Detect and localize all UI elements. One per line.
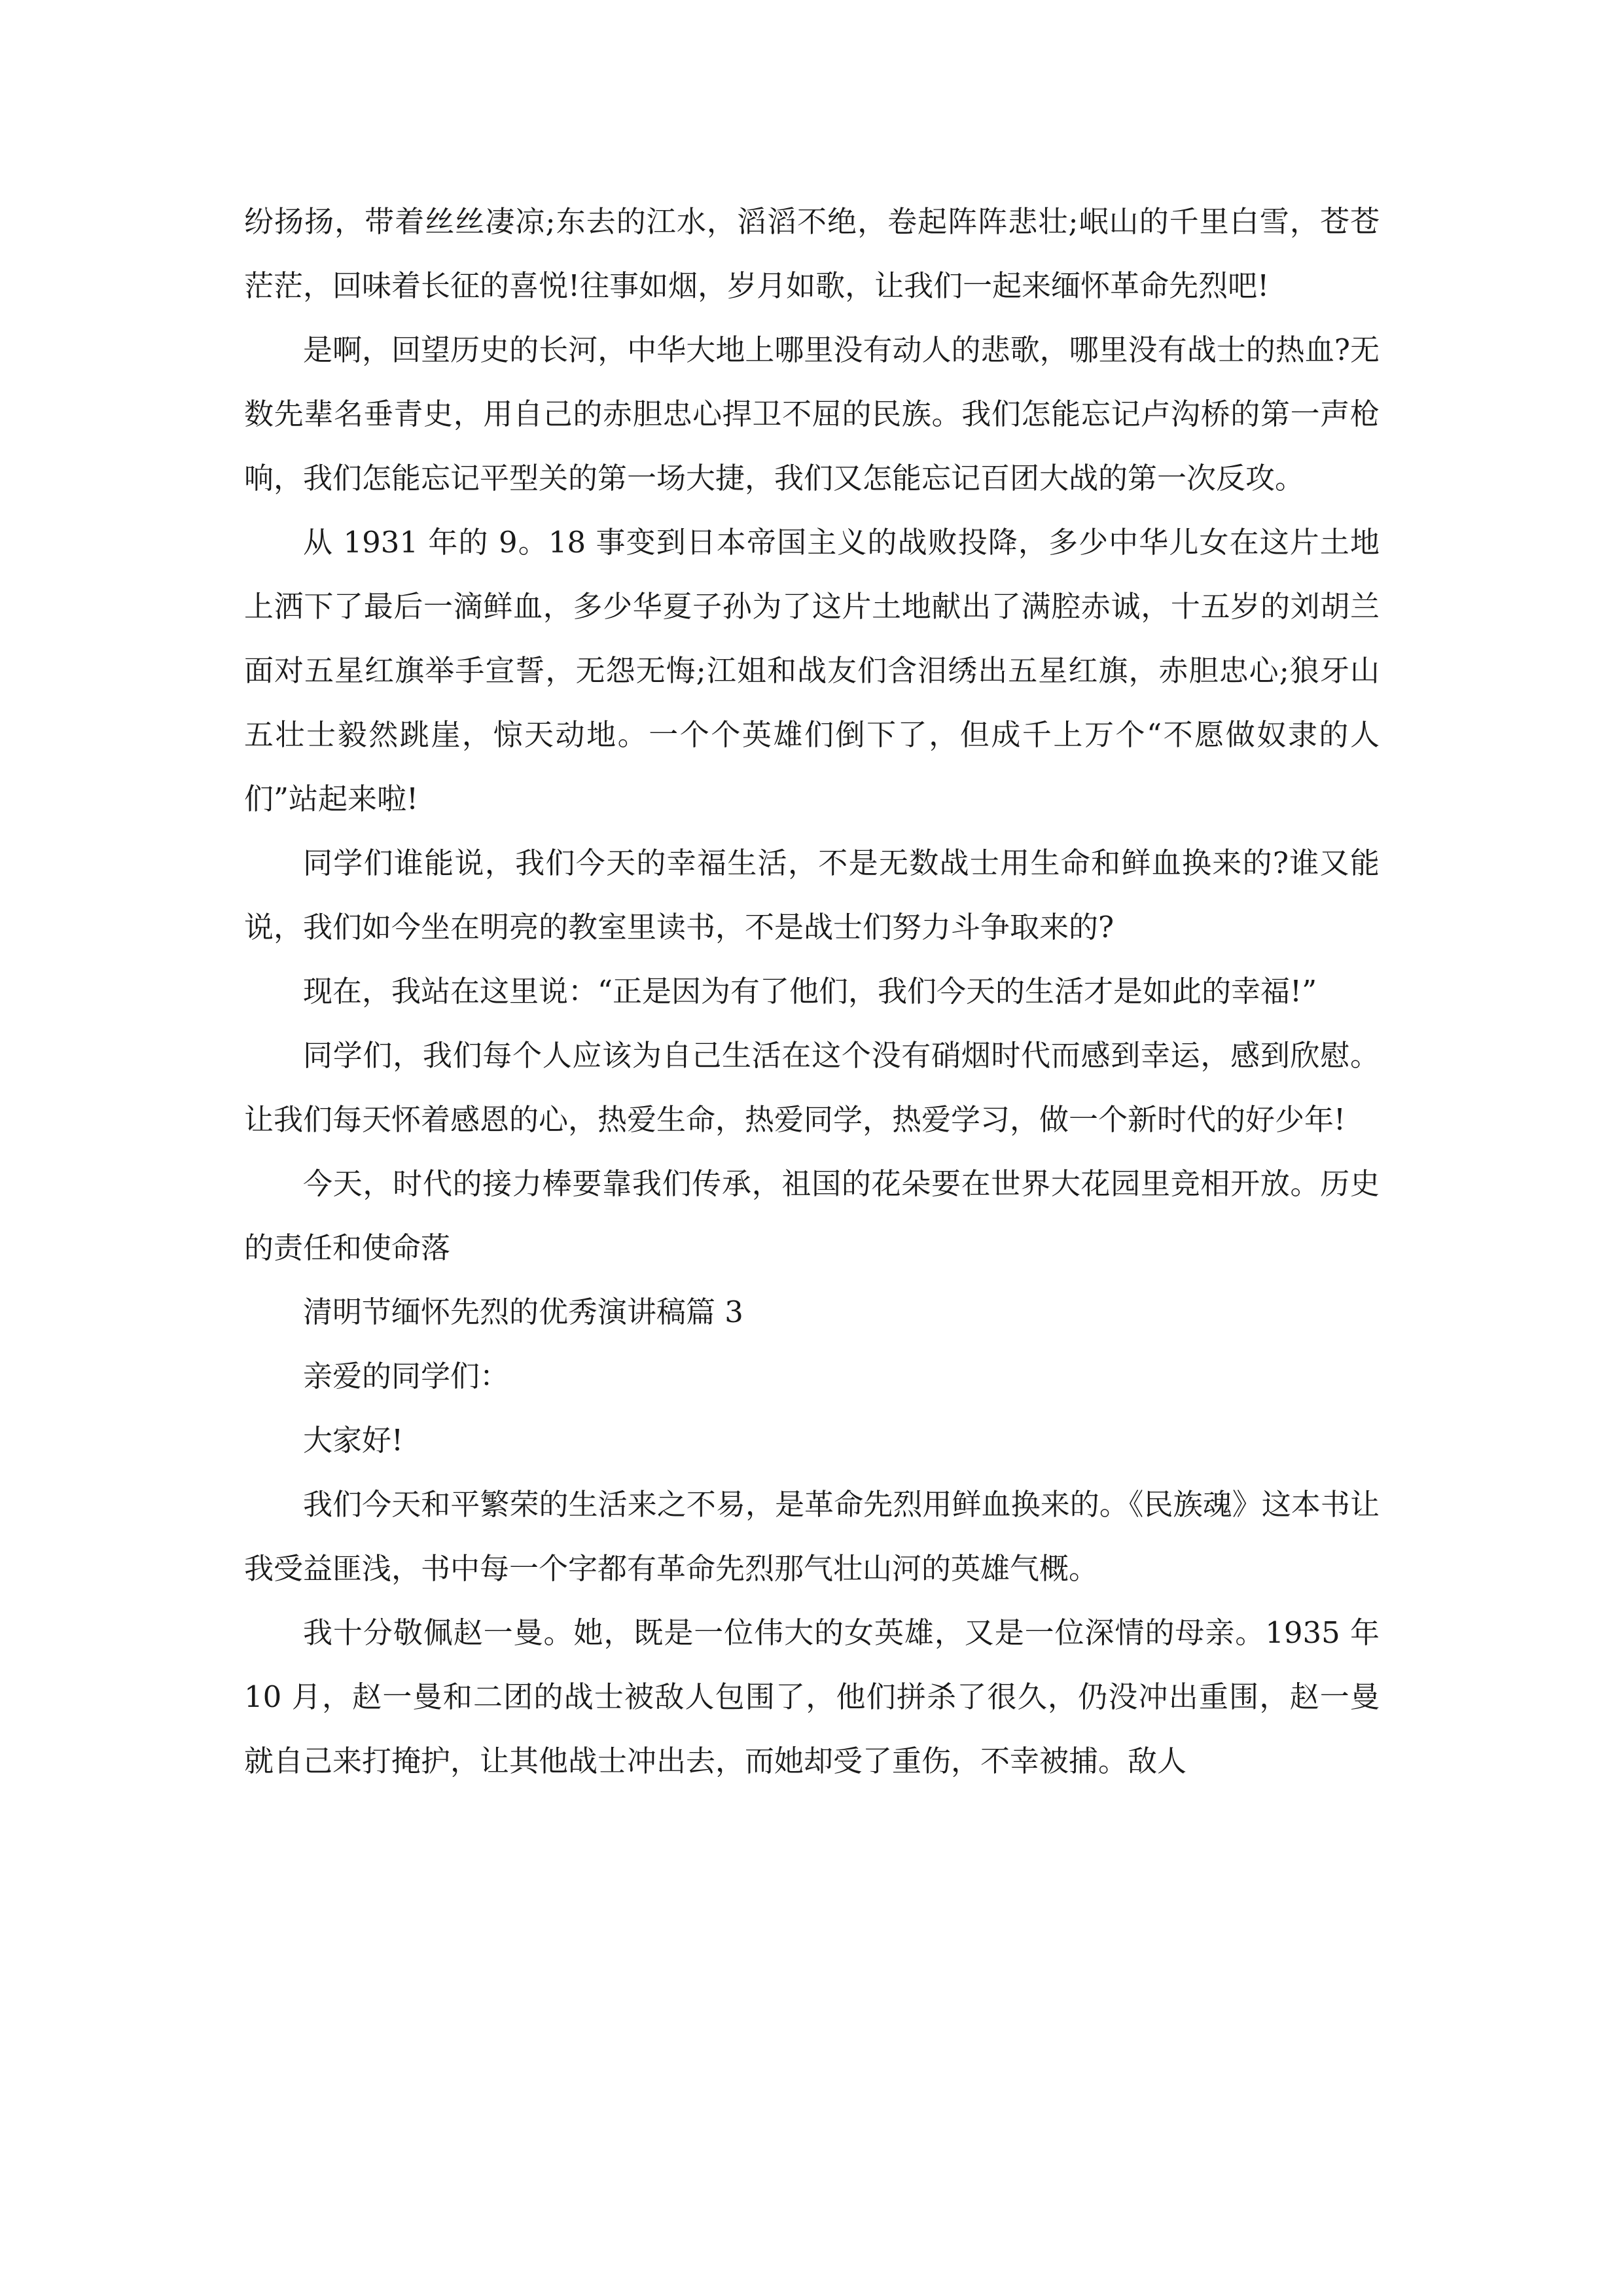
paragraph: 今天，时代的接力棒要靠我们传承，祖国的花朵要在世界大花园里竞相开放。历史的责任和使命落 <box>244 1166 1380 1265</box>
paragraph: 是啊，回望历史的长河，中华大地上哪里没有动人的悲歌，哪里没有战士的热血?无数先辈名垂青史，用自己的赤胆忠心捍卫不屈的民族。我们怎能忘记卢沟桥的第一声枪响，我们怎能忘记平型关的第一场大捷，我们又怎能忘记百团大战的第一次反攻。 <box>244 332 1380 495</box>
paragraph: 现在，我站在这里说：“正是因为有了他们，我们今天的生活才是如此的幸福!” <box>303 974 1317 1009</box>
paragraph-continuation: 纷扬扬，带着丝丝凄凉;东去的江水，滔滔不绝，卷起阵阵悲壮;岷山的千里白雪，苍苍茫茫，回味着长征的喜悦!往事如烟，岁月如歌，让我们一起来缅怀革命先烈吧! <box>244 204 1380 303</box>
greeting: 大家好! <box>303 1423 404 1458</box>
section-title: 清明节缅怀先烈的优秀演讲稿篇 3 <box>303 1295 743 1329</box>
document-body <box>244 190 1389 1793</box>
paragraph: 同学们谁能说，我们今天的幸福生活，不是无数战士用生命和鲜血换来的?谁又能说，我们如今坐在明亮的教室里读书，不是战士们努力斗争取来的? <box>244 846 1380 944</box>
paragraph: 我十分敬佩赵一曼。她，既是一位伟大的女英雄，又是一位深情的母亲。1935 年 10 月，赵一曼和二团的战士被敌人包围了，他们拼杀了很久，仍没冲出重围，赵一曼就自己来打掩护，让其他战士冲出去，而她却受了重伤，不幸被捕。敌人 <box>244 1615 1389 1778</box>
paragraph: 从 1931 年的 9。18 事变到日本帝国主义的战败投降，多少中华儿女在这片土地上洒下了最后一滴鲜血，多少华夏子孙为了这片土地献出了满腔赤诚，十五岁的刘胡兰面对五星红旗举手宣誓，无怨无悔;江姐和战友们含泪绣出五星红旗，赤胆忠心;狼牙山五壮士毅然跳崖，惊天动地。一个个英雄们倒下了，但成千上万个“不愿做奴隶的人们”站起来啦! <box>244 525 1380 816</box>
paragraph: 同学们，我们每个人应该为自己生活在这个没有硝烟时代而感到幸运，感到欣慰。让我们每天怀着感恩的心，热爱生命，热爱同学，热爱学习，做一个新时代的好少年! <box>244 1038 1380 1137</box>
salutation: 亲爱的同学们： <box>303 1359 510 1393</box>
paragraph: 我们今天和平繁荣的生活来之不易，是革命先烈用鲜血换来的。《民族魂》这本书让我受益匪浅，书中每一个字都有革命先烈那气壮山河的英雄气概。 <box>244 1487 1380 1586</box>
